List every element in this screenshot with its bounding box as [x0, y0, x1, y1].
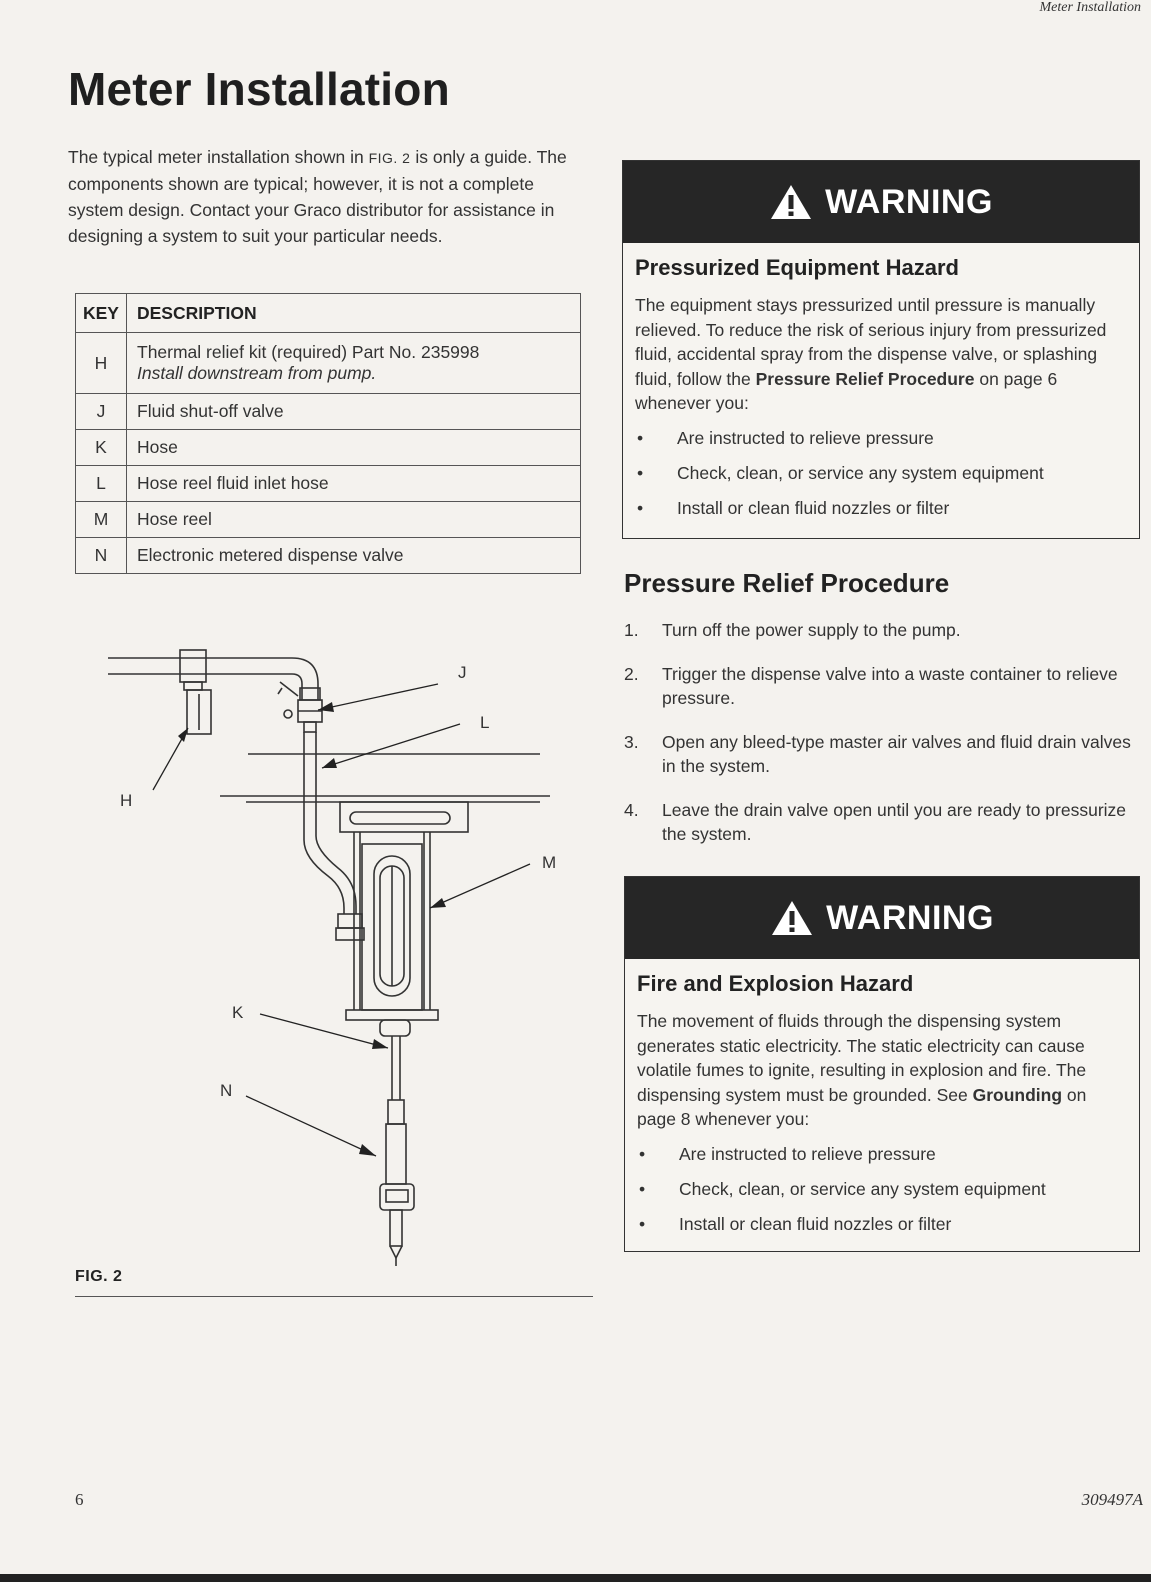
warning-text-end: on page 6 whenever you:	[635, 368, 1058, 413]
label-n: N	[220, 1081, 233, 1100]
parts-table	[75, 293, 581, 574]
step-number: 4.	[624, 800, 639, 820]
column-header-description: DESCRIPTION	[127, 294, 581, 333]
warning-box-pressure	[622, 160, 1140, 539]
scan-edge	[0, 1574, 1151, 1582]
row-description: Electronic metered dispense valve	[127, 538, 581, 574]
procedure-title: Pressure Relief Procedure	[624, 568, 950, 598]
row-key: K	[76, 430, 127, 466]
list-item	[637, 1179, 1139, 1214]
step-text: Trigger the dispense valve into a waste container to relieve pressure.	[662, 664, 1118, 708]
warning-triangle-icon	[769, 183, 813, 221]
list-item	[635, 498, 1139, 533]
shut-off-valve	[278, 682, 322, 732]
bullet-icon: •	[639, 1143, 646, 1164]
warning-header	[623, 161, 1139, 243]
leader-arrowheads	[178, 702, 446, 1156]
procedure-step	[624, 730, 1139, 778]
warning-text	[635, 293, 1127, 416]
row-description: Hose reel	[127, 502, 581, 538]
installation-diagram	[60, 630, 600, 1270]
row-key: H	[76, 333, 127, 394]
bullet-icon: •	[637, 462, 644, 483]
bullet-text: Install or clean fluid nozzles or filter	[677, 497, 950, 518]
step-text: Turn off the power supply to the pump.	[662, 620, 961, 640]
supply-pipe	[108, 650, 318, 700]
hose-reel	[340, 802, 468, 1036]
procedure-step	[624, 798, 1139, 846]
table-row	[76, 394, 581, 430]
procedure-step	[624, 662, 1139, 710]
row-description-note: Install downstream from pump.	[137, 363, 377, 383]
warning-text-start: The movement of fluids through the dispensing system generates static electricity. The static electricity can cause volatile fumes to ignite, resulting in explosion and fire. The dispensing system must be grounded. See	[637, 1011, 1087, 1105]
warning-header	[625, 877, 1139, 959]
row-description	[127, 333, 581, 394]
label-m: M	[542, 853, 557, 872]
running-head: Meter Installation	[1039, 0, 1141, 15]
bullet-icon: •	[639, 1213, 646, 1234]
warning-bullet-list	[637, 1144, 1139, 1249]
warning-text-bold: Grounding	[972, 1084, 1063, 1105]
table-header-row	[76, 294, 581, 333]
inlet-hose	[304, 732, 344, 914]
bullet-text: Are instructed to relieve pressure	[677, 427, 934, 448]
step-text: Open any bleed-type master air valves and fluid drain valves in the system.	[662, 732, 1131, 776]
table-row	[76, 502, 581, 538]
list-item	[635, 463, 1139, 498]
page-number: 6	[75, 1490, 84, 1509]
label-h: H	[120, 791, 133, 810]
table-row	[76, 538, 581, 574]
row-key: L	[76, 466, 127, 502]
bullet-text: Check, clean, or service any system equipment	[677, 462, 1044, 483]
warning-box-fire	[624, 876, 1140, 1252]
thermal-relief-kit	[184, 682, 211, 734]
warning-text-start: The equipment stays pressurized until pressure is manually relieved. To reduce the risk of serious injury from pressurized fluid, accidental spray from the dispense valve, or splashing fluid, follow the	[635, 295, 1107, 389]
mounting-surface	[220, 754, 550, 802]
label-k: K	[232, 1003, 244, 1022]
warning-subheading: Fire and Explosion Hazard	[637, 971, 914, 996]
bullet-text: Are instructed to relieve pressure	[679, 1143, 936, 1164]
figure-caption: FIG. 2	[75, 1268, 123, 1285]
list-item	[637, 1214, 1139, 1249]
step-number: 3.	[624, 732, 639, 752]
row-key: N	[76, 538, 127, 574]
bullet-text: Install or clean fluid nozzles or filter	[679, 1213, 952, 1234]
bullet-icon: •	[637, 427, 644, 448]
step-text: Leave the drain valve open until you are ready to pressurize the system.	[662, 800, 1127, 844]
warning-subheading: Pressurized Equipment Hazard	[635, 255, 959, 280]
bullet-icon: •	[637, 497, 644, 518]
warning-text-end: on page 8 whenever you:	[637, 1084, 1087, 1129]
dispense-valve	[380, 1036, 414, 1266]
warning-triangle-icon	[770, 899, 814, 937]
figure-rule	[75, 1296, 593, 1297]
row-description: Hose	[127, 430, 581, 466]
row-key: J	[76, 394, 127, 430]
list-item	[637, 1144, 1139, 1179]
label-l: L	[480, 713, 490, 732]
row-description-text: Thermal relief kit (required) Part No. 235998	[137, 342, 480, 362]
table-row	[76, 333, 581, 394]
label-j: J	[458, 663, 467, 682]
step-number: 1.	[624, 620, 639, 640]
warning-heading: WARNING	[825, 182, 993, 221]
intro-text-start: The typical meter installation shown in	[68, 147, 369, 167]
fig-reference: FIG. 2	[368, 150, 411, 166]
table-row	[76, 466, 581, 502]
warning-text-bold: Pressure Relief Procedure	[755, 368, 975, 389]
warning-heading: WARNING	[826, 898, 994, 937]
row-description: Fluid shut-off valve	[127, 394, 581, 430]
step-number: 2.	[624, 664, 639, 684]
row-key: M	[76, 502, 127, 538]
column-header-key: KEY	[76, 294, 127, 333]
table-row	[76, 430, 581, 466]
warning-text	[637, 1009, 1127, 1132]
procedure-step	[624, 618, 1139, 642]
list-item	[635, 428, 1139, 463]
intro-paragraph	[68, 144, 586, 249]
row-description: Hose reel fluid inlet hose	[127, 466, 581, 502]
bullet-icon: •	[639, 1178, 646, 1199]
bullet-text: Check, clean, or service any system equipment	[679, 1178, 1046, 1199]
warning-bullet-list	[635, 428, 1139, 533]
procedure-steps	[624, 618, 1139, 866]
document-number: 309497A	[1081, 1490, 1143, 1509]
intro-text-end: is only a guide. The components shown are typical; however, it is not a complete system design. Contact your Graco distributor for assistance in designing a system to suit your particular needs.	[68, 147, 567, 246]
page-title: Meter Installation	[68, 63, 450, 115]
